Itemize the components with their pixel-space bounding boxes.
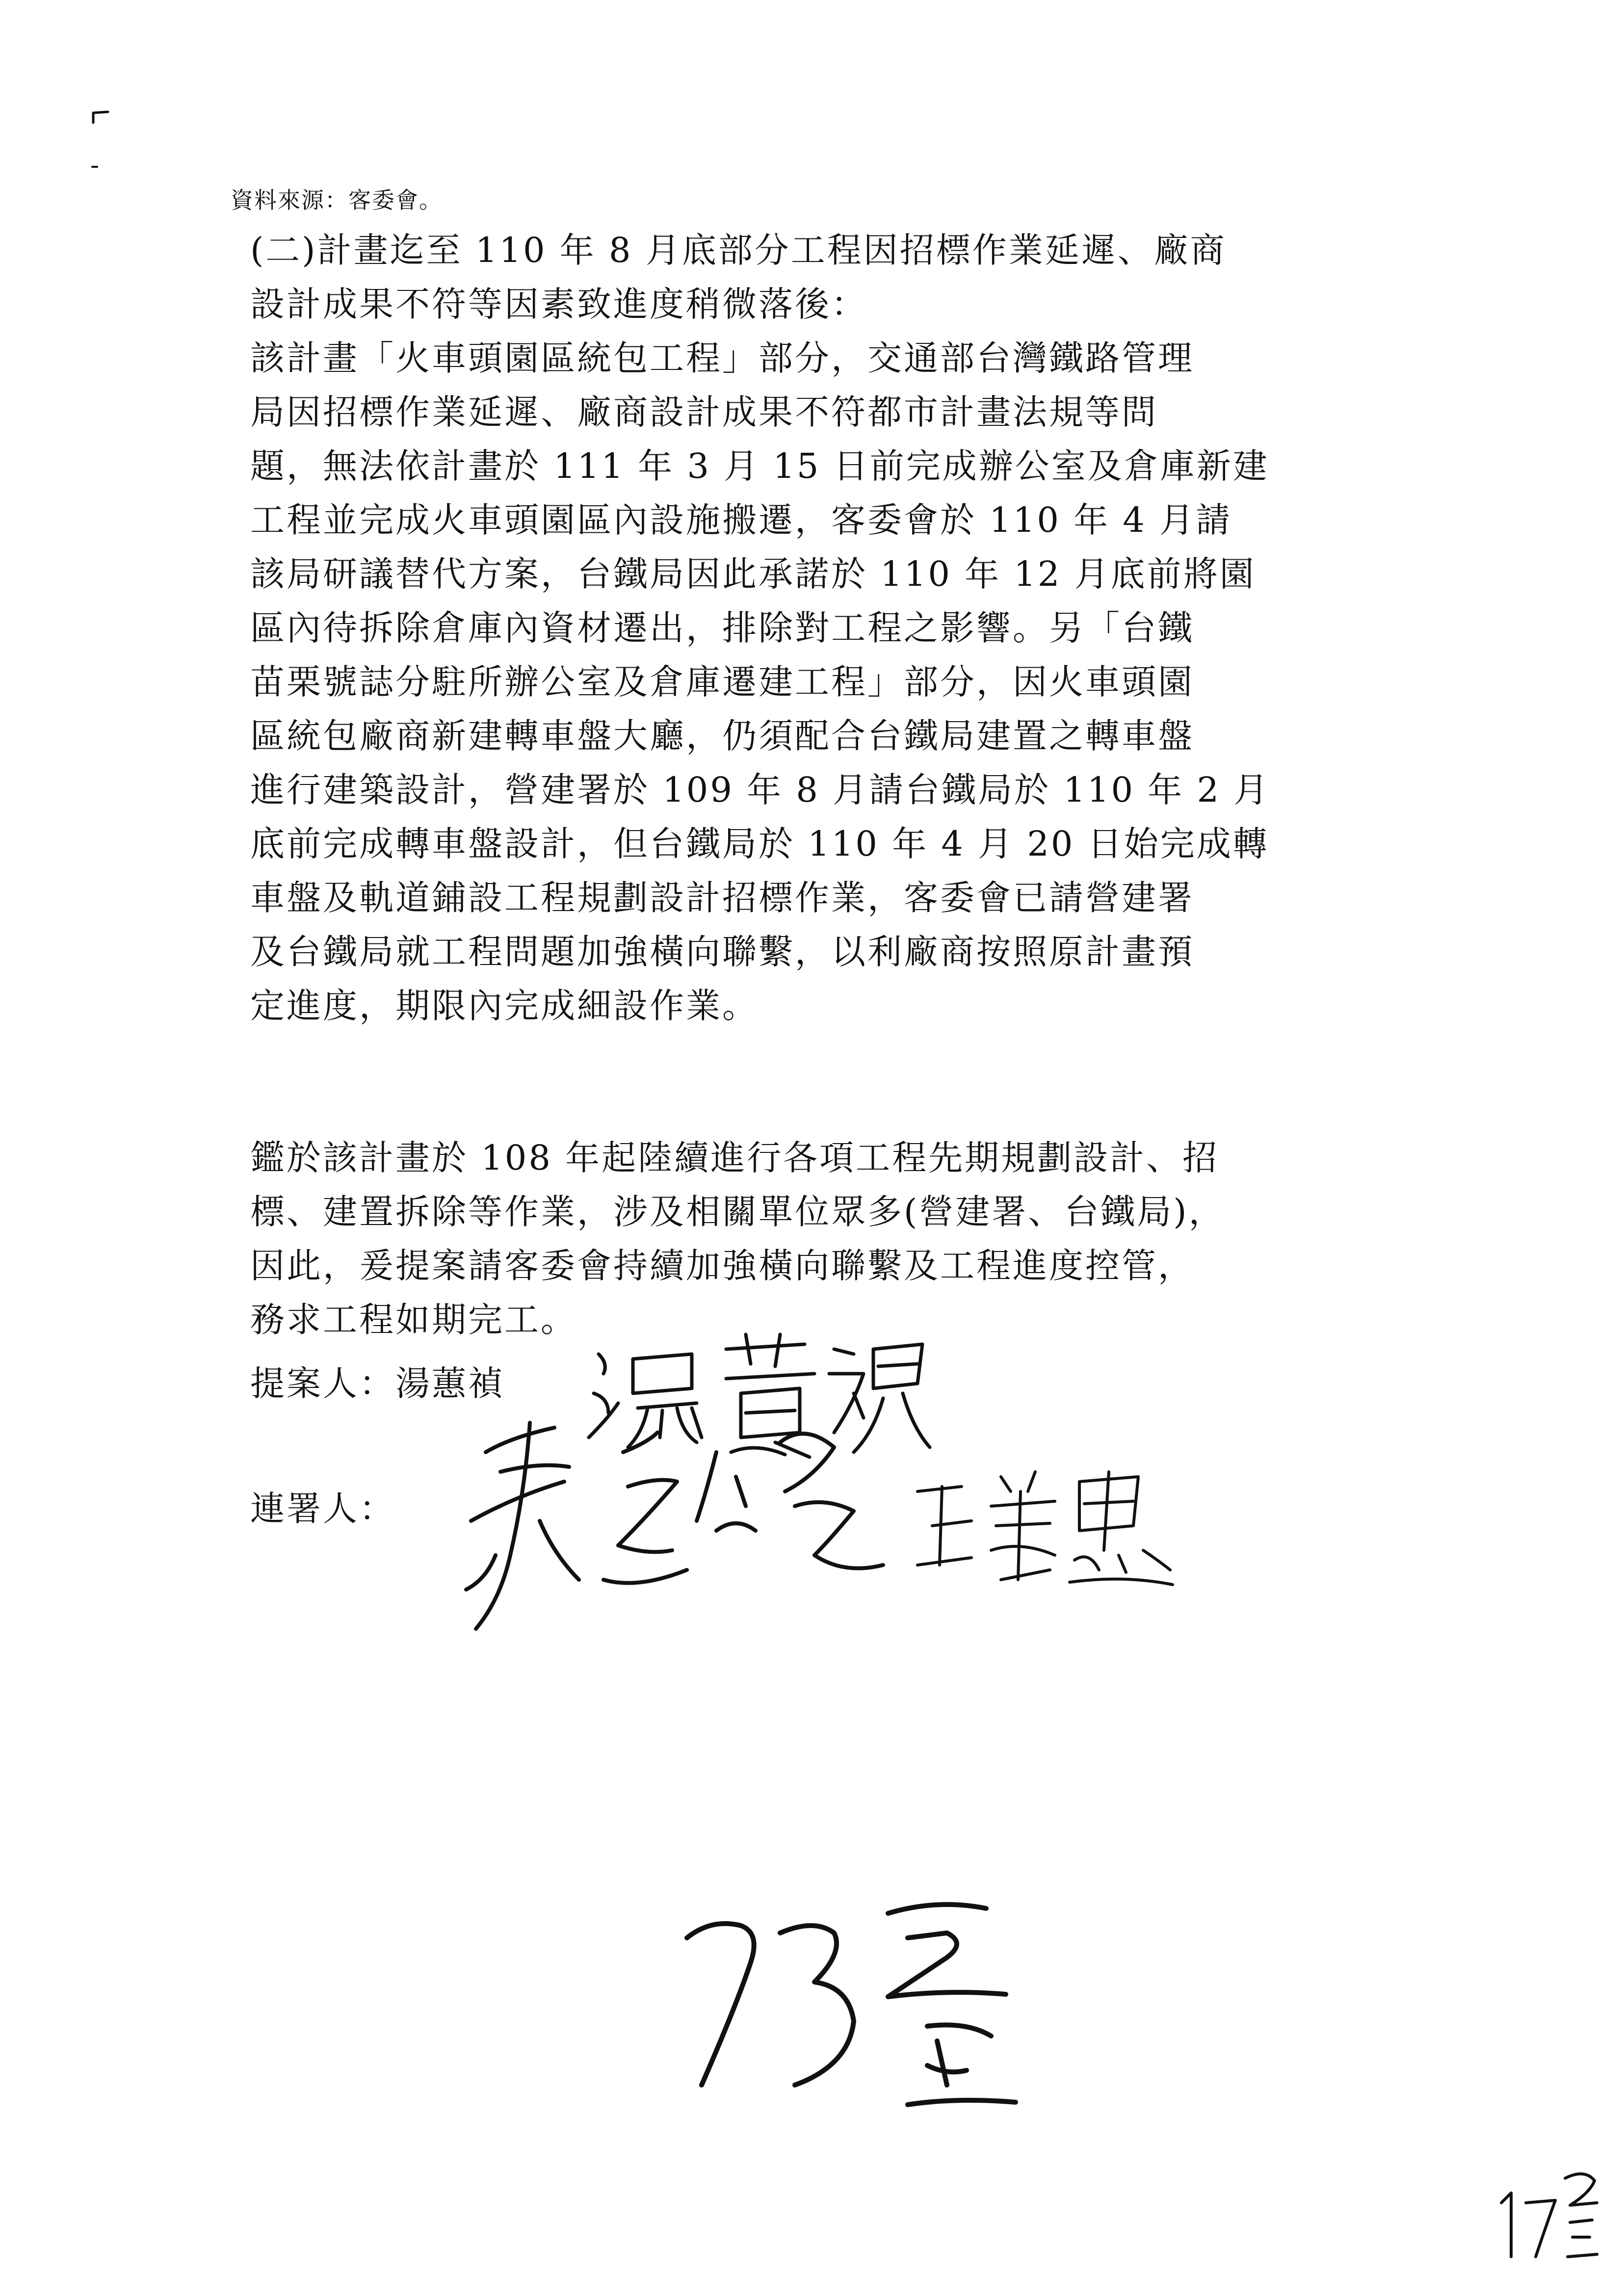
paragraph-line: 務求工程如期完工。	[250, 1300, 577, 1340]
paragraph-line: 區統包廠商新建轉車盤大廳，仍須配合台鐵局建置之轉車盤	[250, 716, 1194, 756]
paragraph-line: 工程並完成火車頭園區內設施搬遷，客委會於 110 年 4 月請	[250, 500, 1232, 540]
cosigners-label: 連署人：	[250, 1488, 395, 1529]
paragraph-line: 題，無法依計畫於 111 年 3 月 15 日前完成辦公室及倉庫新建	[250, 446, 1269, 486]
paragraph-line: 鑑於該計畫於 108 年起陸續進行各項工程先期規劃設計、招	[250, 1138, 1219, 1178]
scan-mark	[88, 98, 118, 177]
paragraph-line: 因此，爰提案請客委會持續加強橫向聯繫及工程進度控管，	[250, 1246, 1194, 1286]
paragraph-line: 進行建築設計，營建署於 109 年 8 月請台鐵局於 110 年 2 月	[250, 770, 1270, 810]
section-heading-line: 設計成果不符等因素致進度稍微落後：	[250, 284, 867, 324]
paragraph-details	[250, 331, 1418, 1033]
paragraph-line: 車盤及軌道鋪設工程規劃設計招標作業，客委會已請營建署	[250, 878, 1194, 918]
paragraph-line: 定進度，期限內完成細設作業。	[250, 986, 759, 1026]
paragraph-line: 底前完成轉車盤設計，但台鐵局於 110 年 4 月 20 日始完成轉	[250, 824, 1269, 864]
paragraph-proposal	[250, 1131, 1418, 1347]
paragraph-line: 標、建置拆除等作業，涉及相關單位眾多(營建署、台鐵局)，	[250, 1192, 1225, 1232]
source-note: 資料來源：客委會。	[231, 187, 443, 213]
proposer-label: 提案人：湯蕙禎	[250, 1363, 504, 1404]
paragraph-line: 及台鐵局就工程問題加強橫向聯繫，以利廠商按照原計畫預	[250, 932, 1194, 972]
paragraph-line: 區內待拆除倉庫內資材遷出，排除對工程之影響。另「台鐵	[250, 608, 1194, 648]
section-heading-line: (二)計畫迄至 110 年 8 月底部分工程因招標作業延遲、廠商	[250, 230, 1227, 270]
paragraph-line: 該計畫「火車頭園區統包工程」部分，交通部台灣鐵路管理	[250, 338, 1194, 378]
paragraph-line: 苗栗號誌分駐所辦公室及倉庫遷建工程」部分，因火車頭園	[250, 662, 1194, 702]
section-heading	[250, 223, 1418, 331]
handwritten-page-annotation	[1492, 2159, 1604, 2267]
cosigner-signature	[442, 1393, 893, 1639]
handwritten-page-number	[672, 1879, 1025, 2134]
paragraph-line: 局因招標作業延遲、廠商設計成果不符都市計畫法規等問	[250, 392, 1158, 432]
cosigner-signature	[903, 1452, 1178, 1599]
paragraph-line: 該局研議替代方案，台鐵局因此承諾於 110 年 12 月底前將園	[250, 554, 1256, 594]
